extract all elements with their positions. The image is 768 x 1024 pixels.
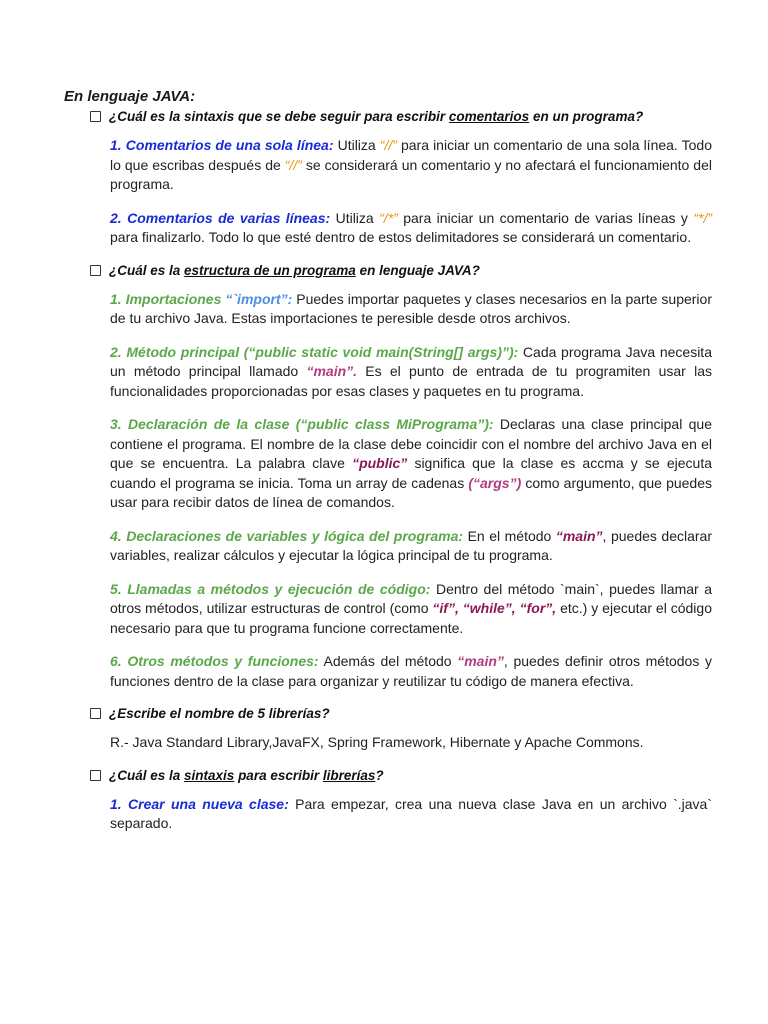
document-title: En lenguaje JAVA: — [64, 88, 196, 105]
checkbox-icon[interactable] — [90, 111, 101, 122]
question-program-structure — [90, 262, 712, 280]
comments-list — [102, 136, 712, 248]
checkbox-icon[interactable] — [90, 265, 101, 276]
question-comments-syntax — [90, 108, 712, 126]
library-steps-list — [102, 795, 712, 834]
question-library-syntax — [90, 767, 712, 785]
checkbox-icon[interactable] — [90, 770, 101, 781]
list-item: 5. Llamadas a métodos y ejecución de código: Dentro del método `main`, puedes llamar a otros métodos, utilizar estructuras de control (como “if”, “while”, “for”, etc.) y ejecutar el código necesario para que tu programa funcione correctamente. — [110, 580, 713, 636]
question-text: ¿Escribe el nombre de 5 librerías? — [109, 706, 330, 721]
question-five-libraries — [90, 705, 712, 723]
question-text: ¿Cuál es la sintaxis para escribir librerías? — [109, 767, 384, 783]
list-item: 1. Crear una nueva clase: Para empezar, crea una nueva clase Java en un archivo `.java` separado. — [110, 795, 713, 831]
checkbox-icon[interactable] — [90, 708, 101, 719]
question-text: ¿Cuál es la sintaxis que se debe seguir para escribir comentarios en un programa? — [109, 109, 644, 124]
list-item: 2. Método principal (“public static void main(String[] args)”): Cada programa Java necesita un método principal llamado “main”. Es el punto de entrada de tu programiten usar las funcionalidades proporcionadas por esas clases y paquetes en tu programa. — [110, 343, 712, 399]
list-item: 1. Comentarios de una sola línea: Utiliza “//” para iniciar un comentario de una sola línea. Todo lo que escribas después de “//” se considerará un comentario y no afectará el funcionamiento del programa. — [110, 137, 713, 192]
list-item: 6. Otros métodos y funciones: Además del método “main”, puedes definir otros métodos y funciones dentro de la clase para organizar y reutilizar tu código de manera efectiva. — [110, 653, 712, 689]
list-item: 1. Importaciones “`import”: Puedes importar paquetes y clases necesarios en la parte superior de tu archivo Java. Estas importaciones te peresible desde otros archivos. — [110, 290, 712, 326]
structure-list — [102, 290, 712, 692]
list-item: 2. Comentarios de varias líneas: Utiliza “/*” para iniciar un comentario de varias líneas y “*/” para finalizarlo. Todo lo que esté dentro de estos delimitadores se considerará un comentario. — [110, 209, 713, 245]
list-item: 3. Declaración de la clase (“public class MiPrograma”): Declaras una clase principal que contiene el programa. El nombre de la clase debe coincidir con el nombre del archivo Java en el que se encuentra. La palabra clave “public” significa que la clase es accma y se ejecuta cuando el programa se inicia. Toma un array de cadenas (“args”) como argumento, que puedes usar para recibir datos de línea de comandos. — [110, 416, 712, 510]
question-text: ¿Cuál es la estructura de un programa en lenguaje JAVA? — [109, 262, 480, 278]
libraries-answer: R.- Java Standard Library,JavaFX, Spring Framework, Hibernate y Apache Commons. — [110, 734, 644, 750]
list-item: 4. Declaraciones de variables y lógica del programa: En el método “main”, puedes declarar variables, realizar cálculos y ejecutar la lógica principal de tu programa. — [110, 527, 712, 563]
